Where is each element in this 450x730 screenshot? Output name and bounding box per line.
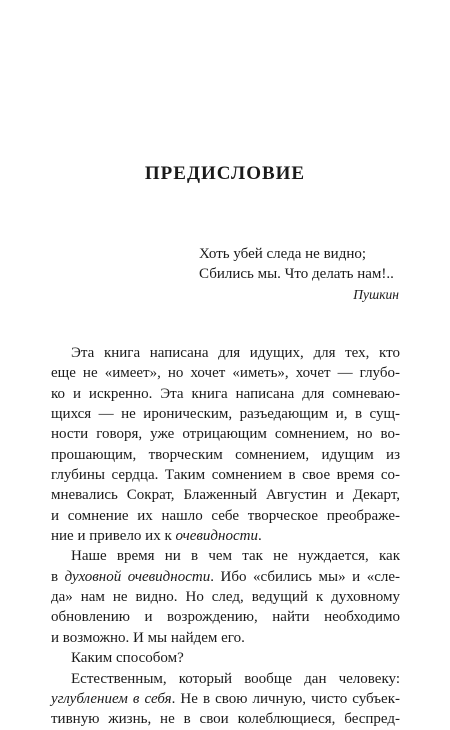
- main-text: [51, 343, 400, 730]
- text-line: и возможно. И мы найдем его.: [51, 629, 245, 646]
- text-run: в: [51, 568, 65, 585]
- italic-term: духовной очевидности: [64, 568, 211, 585]
- text-line: глубины сердца. Таким сомнением в свое время со-: [51, 467, 400, 484]
- italic-term: очевидности: [175, 528, 258, 545]
- text-run: ние и привело их к: [51, 528, 176, 545]
- text-line: Каким способом?: [71, 650, 184, 667]
- text-line: прошающим, творческим сомнением, идущим из: [51, 446, 400, 463]
- text-line: [51, 526, 400, 546]
- epigraph-author: Пушкин: [353, 287, 399, 302]
- epigraph: [199, 244, 399, 305]
- text-run: . Ибо «сбились мы» и «сле-: [210, 568, 400, 585]
- text-line: мневались Сократ, Блаженный Августин и Декарт,: [51, 487, 400, 504]
- epigraph-line: Сбились мы. Что делать нам!..: [199, 266, 394, 282]
- text-line: да» нам не видно. Но след, ведущий к духовному: [51, 589, 400, 606]
- text-line: обновлению и возрождению, найти необходимо: [51, 609, 400, 626]
- text-line: [51, 689, 400, 709]
- text-run: . Не в свою личную, чисто субъек-: [171, 690, 400, 707]
- text-line: тивную жизнь, не в свои колеблющиеся, беспред-: [51, 711, 400, 728]
- text-run: .: [257, 528, 262, 545]
- text-line: [51, 567, 400, 587]
- page-title: ПРЕДИСЛОВИЕ: [144, 163, 306, 184]
- italic-term: углублением в себя: [51, 690, 172, 707]
- text-line: Наше время ни в чем так не нуждается, как: [71, 548, 400, 565]
- epigraph-line: Хоть убей следа не видно;: [199, 246, 367, 262]
- text-line: еще не «имеет», но хочет «иметь», хочет — глубо-: [51, 365, 400, 382]
- text-line: ности говоря, уже отрицающим сомнением, но во-: [51, 426, 400, 443]
- text-line: Эта книга написана для идущих, для тех, кто: [71, 345, 400, 361]
- text-line: и сомнение их нашло себе творческое преображе-: [51, 507, 400, 524]
- text-line: ко и искренно. Эта книга написана для сомневаю-: [51, 385, 400, 402]
- text-line: щихся — не ироническим, разъедающим и, в сущ-: [51, 406, 400, 423]
- text-line: Естественным, который вообще дан человеку:: [71, 670, 400, 687]
